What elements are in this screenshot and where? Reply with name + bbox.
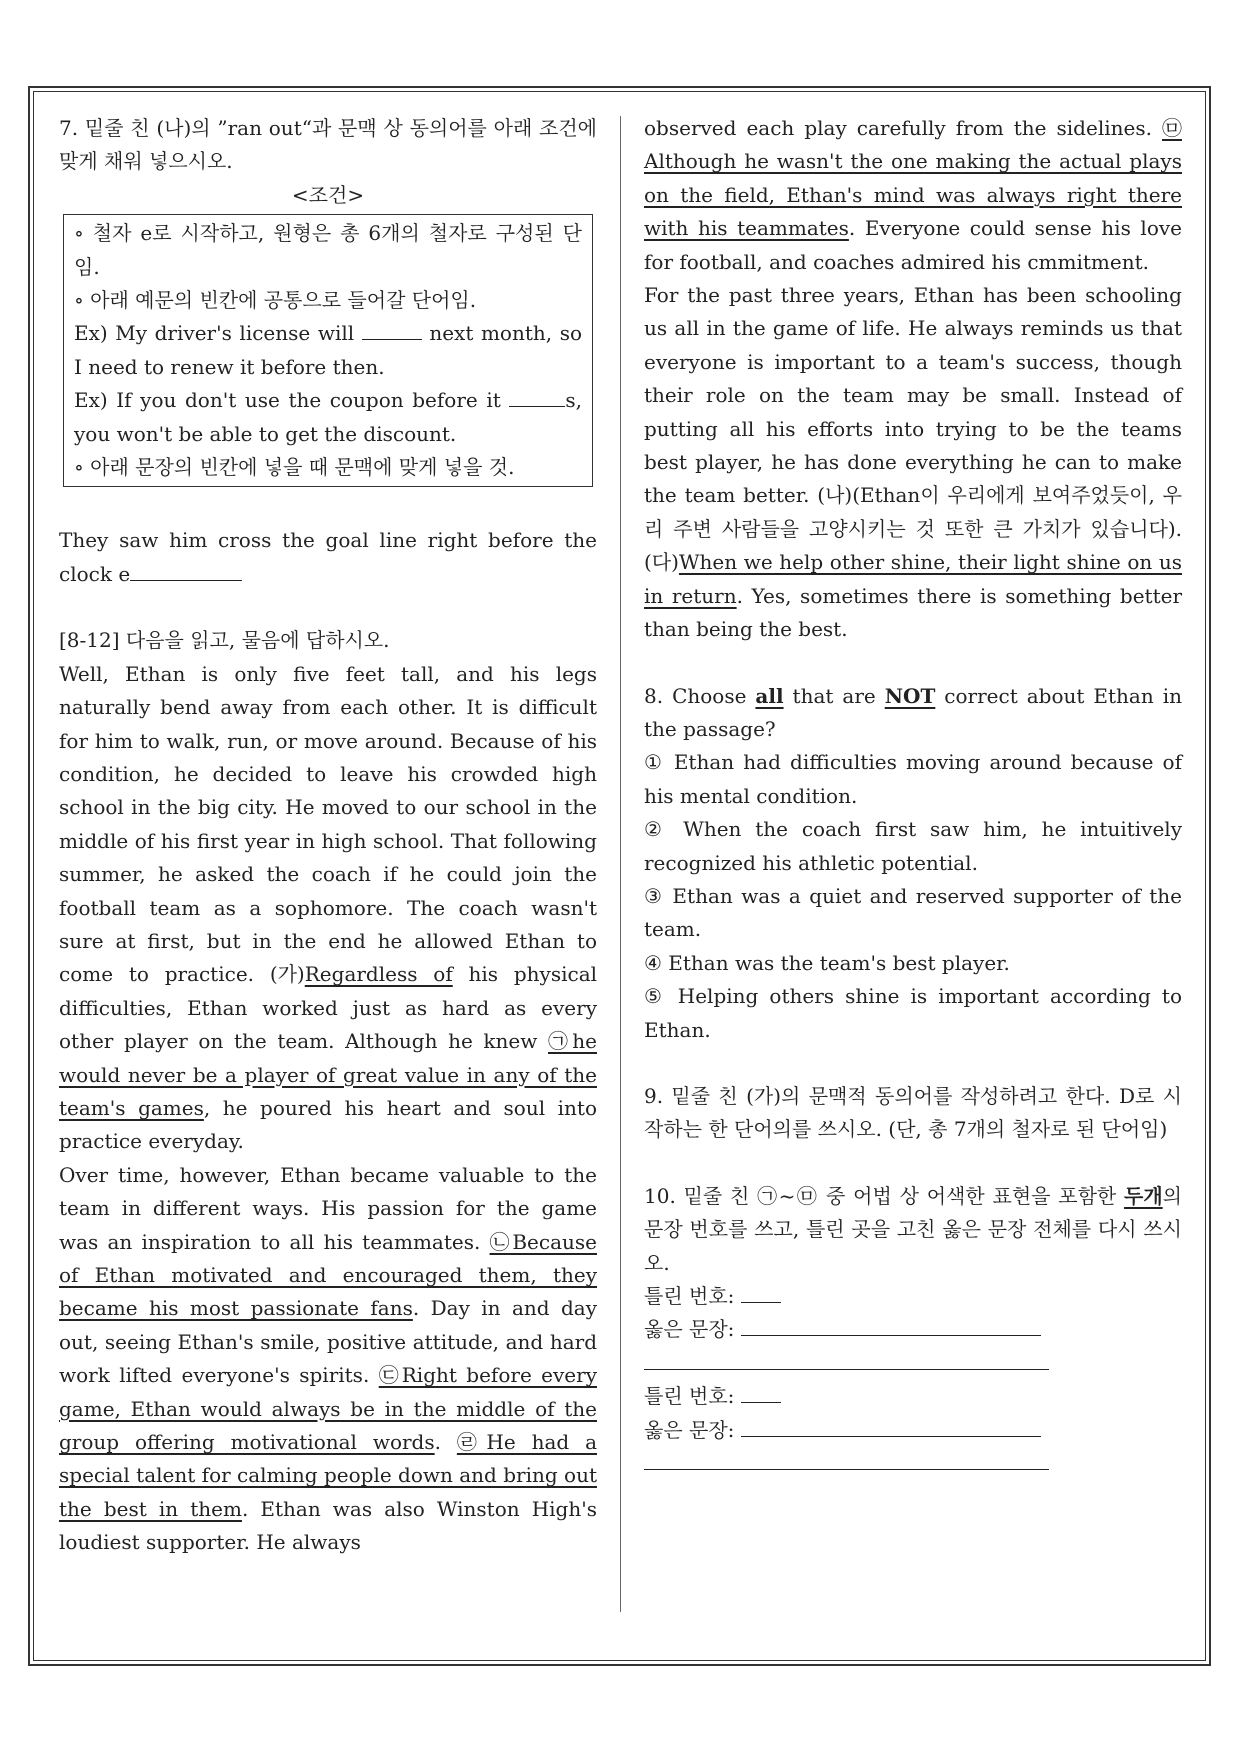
underline-1: ㉠he would never be a player of great value in any of the team's games bbox=[59, 1029, 597, 1120]
q9-prompt: 9. 밑줄 친 (가)의 문맥적 동의어를 작성하려고 한다. D로 시작하는 한 단어의를 쓰시오. (단, 총 7개의 철자로 된 단어임) bbox=[644, 1083, 1182, 1142]
answer-blank[interactable] bbox=[644, 1449, 1049, 1470]
q10-wrong-number-1: 틀린 번호: bbox=[644, 1280, 1182, 1313]
q10-wrong-number-2: 틀린 번호: bbox=[644, 1380, 1182, 1413]
q7-prompt: 7. 밑줄 친 (나)의 ”ran out“과 문맥 상 동의어를 아래 조건에 맞게 채워 넣으시오. bbox=[59, 116, 597, 174]
underline-da: When we help other shine, their light shine on us in return bbox=[644, 550, 1182, 608]
q8-option-4[interactable]: ④ Ethan was the team's best player. bbox=[644, 950, 1010, 975]
q7-example-2: Ex) If you don't use the coupon before it s, you won't be able to get the discount. bbox=[74, 388, 582, 446]
answer-blank[interactable] bbox=[644, 1349, 1049, 1370]
q10-prompt: 10. 밑줄 친 ㉠~㉤ 중 어법 상 어색한 표현을 포함한 두개의 문장 번호를 쓰고, 틀린 곳을 고친 옳은 문장 전체를 다시 쓰시오. bbox=[644, 1183, 1182, 1275]
q7-example-1: Ex) My driver's license will next month, so I need to renew it before then. bbox=[74, 321, 582, 379]
q7-condition-box bbox=[63, 214, 593, 487]
q8-option-5[interactable]: ⑤ Helping others shine is important according to Ethan. bbox=[644, 984, 1182, 1042]
answer-blank[interactable] bbox=[741, 1416, 1041, 1437]
answer-blank[interactable] bbox=[741, 1382, 781, 1403]
q10-correct-sentence-2-line2 bbox=[644, 1447, 1182, 1480]
underline-2: ㉡Because of Ethan motivated and encouraged them, they became his most passionate fans bbox=[59, 1229, 597, 1321]
answer-blank[interactable] bbox=[741, 1282, 781, 1303]
passage-paragraph-1: Well, Ethan is only five feet tall, and his legs naturally bend away from each other. It is difficult for him to walk, run, or move around. Because of his condition, he decided to leave his crowded high school in the big city. He moved to our school in the middle of his first year in high school. That following summer, he asked the coach if he could join the football team as a sophomore. The coach wasn't sure at first, but in the end he allowed Ethan to come to practice. (가)Regardless of his physical difficulties, Ethan worked just as hard as every other player on the team. Although he knew ㉠he would never be a player of great value in any of the team's games, he poured his heart and soul into practice everyday. bbox=[59, 661, 598, 1154]
underline-ga: Regardless of bbox=[304, 962, 453, 987]
q7-condition-title: <조건> bbox=[291, 182, 365, 207]
example-blank bbox=[509, 386, 565, 407]
underline-4: ㉣He had a special talent for calming people down and bring out the best in them bbox=[59, 1430, 597, 1521]
right-column bbox=[644, 112, 1182, 1480]
q8-option-1[interactable]: ① Ethan had difficulties moving around because of his mental condition. bbox=[644, 750, 1182, 808]
q10-correct-sentence-1-line2 bbox=[644, 1347, 1182, 1380]
q7-condition-3: ∘ 아래 문장의 빈칸에 넣을 때 문맥에 맞게 넣을 것. bbox=[74, 455, 515, 480]
passage-paragraph-2: Over time, however, Ethan became valuable to the team in different ways. His passion for the game was an inspiration to all his teammates. ㉡Because of Ethan motivated and encouraged them, they became his most passionate fans. Day in and day out, seeing Ethan's smile, positive attitude, and hard work lifted everyone's spirits. ㉢Right before every game, Ethan would always be in the middle of the group offering motivational words. ㉣He had a special talent for calming people down and bring out the best in them. Ethan was also Winston High's loudiest supporter. He always bbox=[59, 1162, 597, 1555]
answer-blank[interactable] bbox=[741, 1315, 1041, 1336]
column-divider bbox=[620, 116, 621, 1612]
underline-5: ㉤Although he wasn't the one making the actual plays on the field, Ethan's mind was always right there with his teammates bbox=[644, 116, 1182, 241]
q7-sentence: They saw him cross the goal line right before the clock e bbox=[59, 528, 597, 586]
q8-prompt: 8. Choose all that are NOT correct about Ethan in the passage? bbox=[644, 683, 1182, 741]
q10-correct-sentence-2: 옳은 문장: bbox=[644, 1414, 1182, 1447]
q7-condition-2: ∘ 아래 예문의 빈칸에 공통으로 들어갈 단어임. bbox=[74, 288, 477, 313]
passage-paragraph-2-cont: observed each play carefully from the sidelines. ㉤Although he wasn't the one making the actual plays on the field, Ethan's mind was always right there with his teammates. Everyone could sense his love for football, and coaches admired his cmmitment. bbox=[644, 116, 1182, 274]
q8-option-3[interactable]: ③ Ethan was a quiet and reserved supporter of the team. bbox=[644, 883, 1182, 942]
underline-3: ㉢Right before every game, Ethan would always be in the middle of the group offering motivational words bbox=[59, 1363, 597, 1455]
passage-header: [8-12] 다음을 읽고, 물음에 답하시오. bbox=[59, 628, 390, 653]
q8-option-2[interactable]: ② When the coach first saw him, he intuitively recognized his athletic potential. bbox=[644, 817, 1182, 875]
example-blank bbox=[362, 319, 422, 340]
q7-condition-1: ∘ 철자 e로 시작하고, 원형은 총 6개의 철자로 구성된 단임. bbox=[74, 221, 582, 279]
left-column bbox=[59, 112, 597, 1560]
q10-correct-sentence-1: 옳은 문장: bbox=[644, 1313, 1182, 1346]
passage-paragraph-3: For the past three years, Ethan has been schooling us all in the game of life. He always reminds us that everyone is important to a team's success, though their role on the team may be small. Instead of putting all his efforts into trying to be the teams best player, he has done everything he can to make the team better. (나)(Ethan이 우리에게 보여주었듯이, 우리 주변 사람들을 고양시키는 것 또한 큰 가치가 있습니다). (다)When we help other shine, their light shine on us in return. Yes, sometimes there is something better than being the best. bbox=[644, 283, 1183, 642]
answer-blank[interactable] bbox=[130, 560, 242, 581]
